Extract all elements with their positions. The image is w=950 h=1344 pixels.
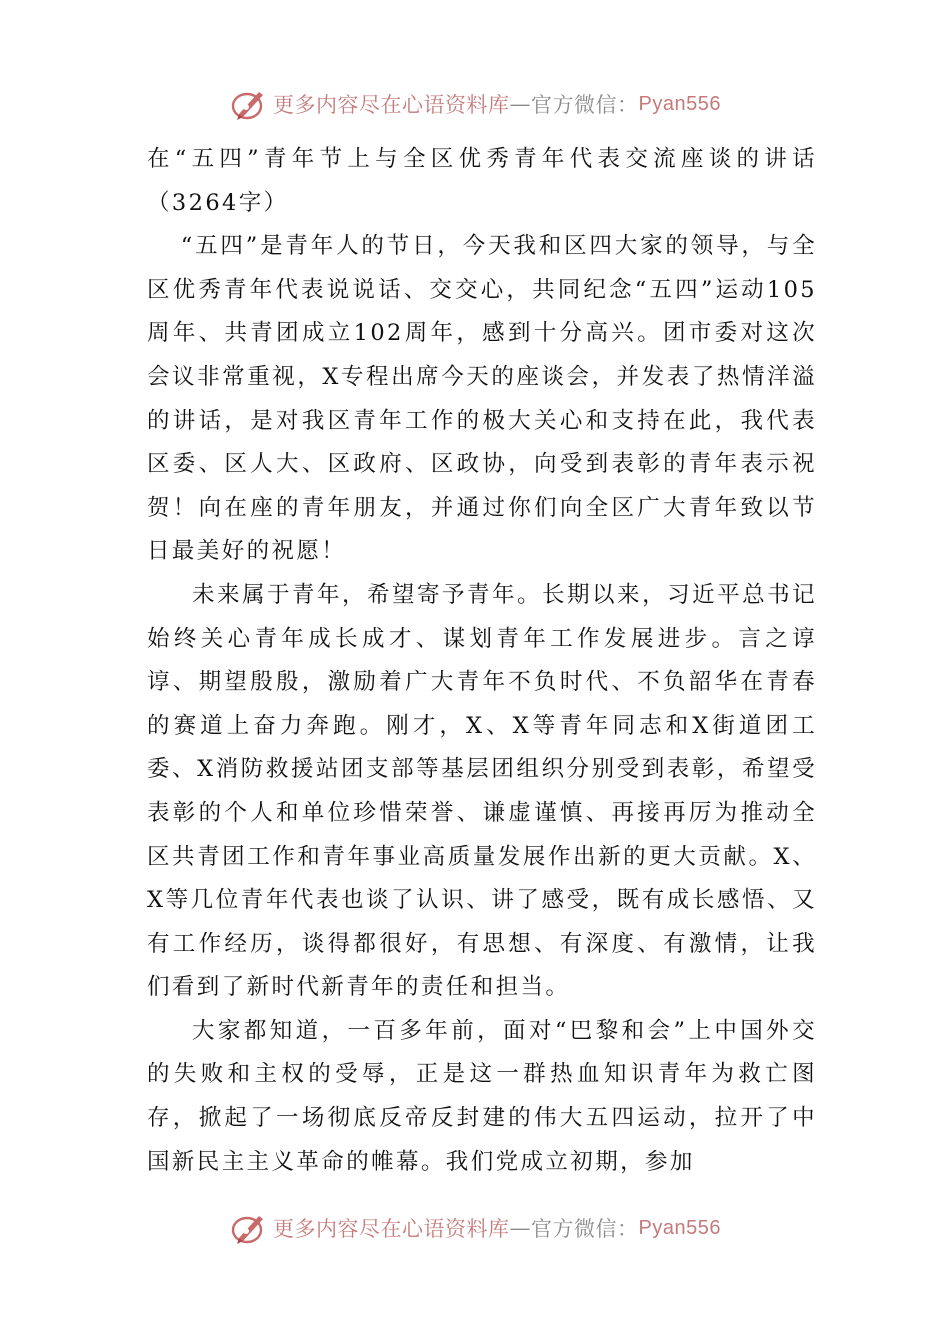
document-title: 在“五四”青年节上与全区优秀青年代表交流座谈的讲话（3264字） [147,146,817,216]
banner-brand-text: 更多内容尽在心语资料库 [273,93,510,117]
banner-dash: — [509,92,532,116]
header-watermark-banner [0,84,950,124]
banner-wechat-id: Pyan556 [638,92,721,115]
footer-watermark-banner [0,1208,950,1248]
banner-official-label: 官方微信： [531,93,639,117]
paragraph-3: 大家都知道，一百多年前，面对“巴黎和会”上中国外交的失败和主权的受辱，正是这一群热血知识青年为救亡图存，掀起了一场彻底反帝反封建的伟大五四运动，拉开了中国新民主主义革命的帷幕。我们党成立初期，参加 [147,1017,817,1175]
banner-dash: — [509,1216,532,1240]
paragraph-1: “五四”是青年人的节日，今天我和区四大家的领导，与全区优秀青年代表说说话、交交心，共同纪念“五四”运动105周年、共青团成立102周年，感到十分高兴。团市委对这次会议非常重视，X专程出席今天的座谈会，并发表了热情洋溢的讲话，是对我区青年工作的极大关心和支持在此，我代表区委、区人大、区政府、区政协，向受到表彰的青年表示祝贺！向在座的青年朋友，并通过你们向全区广大青年致以节日最美好的祝愿！ [147,233,817,565]
pen-logo-icon [229,1208,269,1248]
banner-wechat-id: Pyan556 [638,1216,721,1239]
pen-logo-icon [229,84,269,124]
paragraph-2: 未来属于青年，希望寄予青年。长期以来，习近平总书记始终关心青年成长成才、谋划青年工作发展进步。言之谆谆、期望殷殷，激励着广大青年不负时代、不负韶华在青春的赛道上奋力奔跑。刚才，X、X等青年同志和X街道团工委、X消防救援站团支部等基层团组织分别受到表彰，希望受表彰的个人和单位珍惜荣誉、谦虚谨慎、再接再厉为推动全区共青团工作和青年事业高质量发展作出新的更大贡献。X、X等几位青年代表也谈了认识、讲了感受，既有成长感悟、又有工作经历，谈得都很好，有思想、有深度、有激情，让我们看到了新时代新青年的责任和担当。 [147,581,817,1001]
banner-brand-text: 更多内容尽在心语资料库 [273,1217,510,1241]
document-body [147,138,817,1184]
banner-official-label: 官方微信： [531,1217,639,1241]
